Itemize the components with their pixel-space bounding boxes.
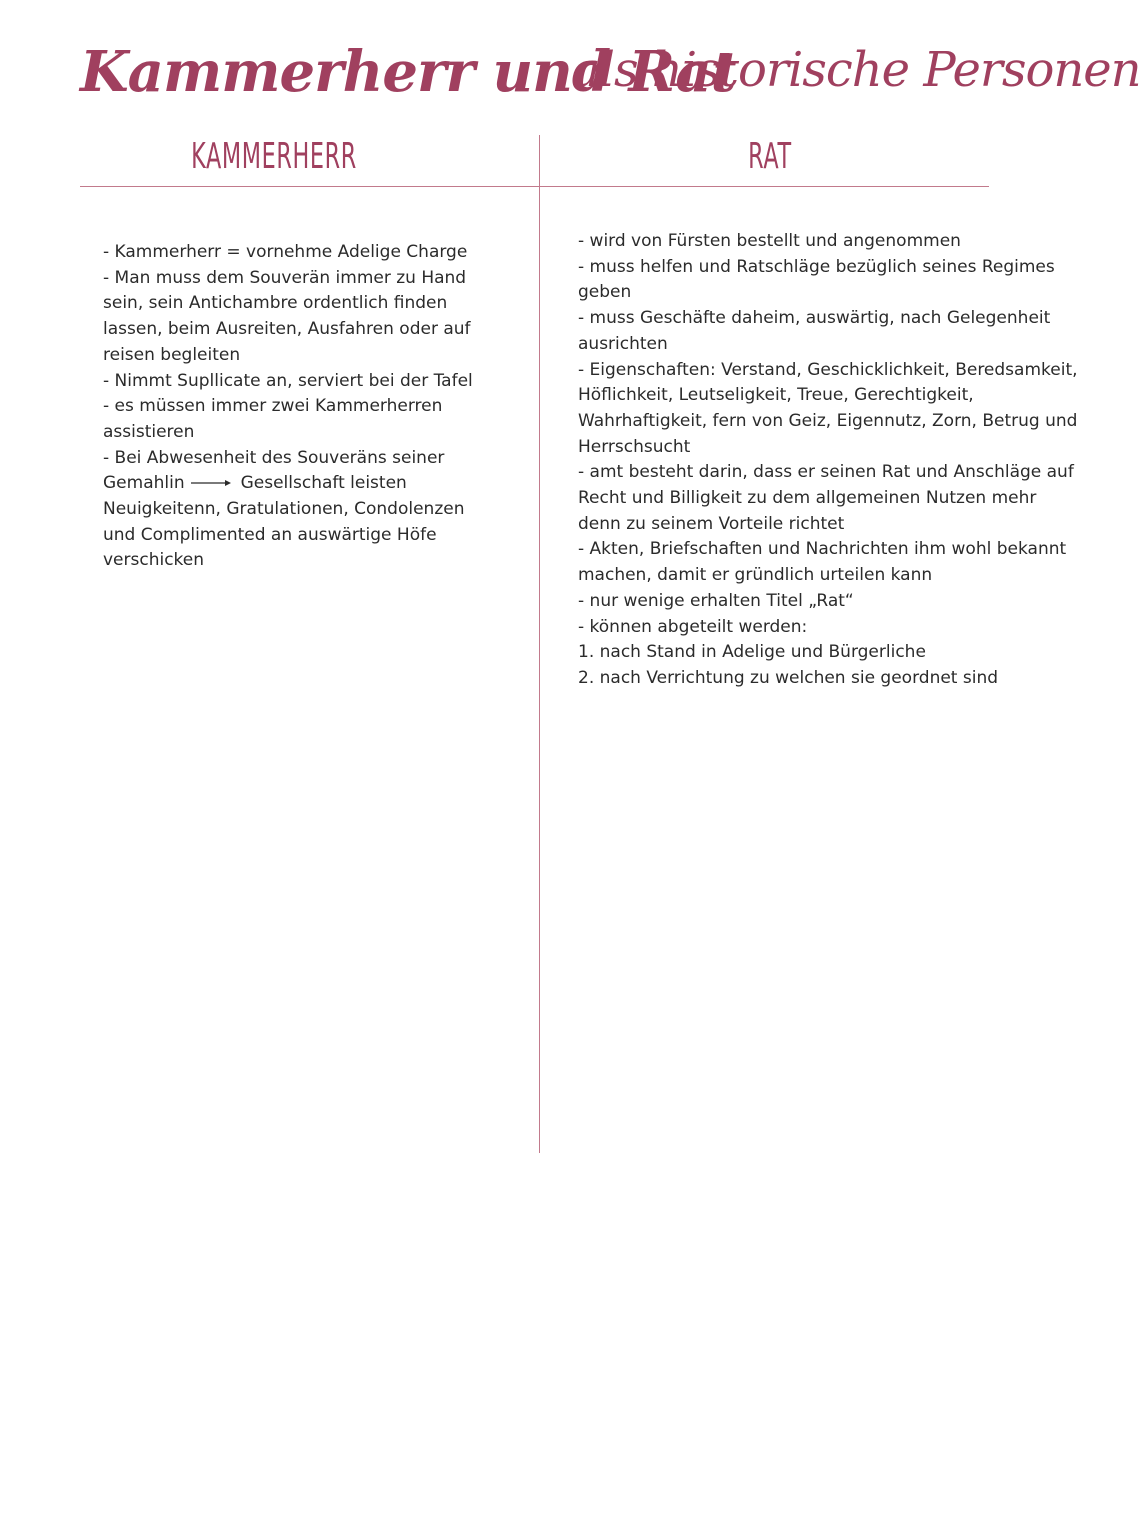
- note-line: assistieren: [103, 421, 195, 442]
- note-line-with-arrow: [103, 471, 523, 497]
- note-line: - können abgeteilt werden:: [578, 616, 808, 637]
- note-line: 2. nach Verrichtung zu welchen sie geordnet sind: [578, 667, 999, 688]
- note-line: Wahrhaftigkeit, fern von Geiz, Eigennutz, Zorn, Betrug und: [578, 410, 1078, 431]
- note-line: - Akten, Briefschaften und Nachrichten ihm wohl bekannt: [578, 539, 1067, 560]
- note-line: Neuigkeitenn, Gratulationen, Condolenzen: [103, 499, 465, 520]
- note-line: verschicken: [103, 550, 205, 571]
- page-title: Kammerherr und Rat: [80, 39, 736, 105]
- rat-notes: [578, 229, 1078, 692]
- note-line: - nur wenige erhalten Titel „Rat“: [578, 590, 854, 611]
- note-line: - wird von Fürsten bestellt und angenommen: [578, 231, 961, 251]
- kammerherr-notes: [103, 240, 523, 574]
- note-line: - Eigenschaften: Verstand, Geschicklichkeit, Beredsamkeit,: [578, 359, 1078, 380]
- page-subtitle: als historische Personen: [572, 42, 1141, 98]
- note-line: reisen begleiten: [103, 344, 241, 365]
- note-line: lassen, beim Ausreiten, Ausfahren oder auf: [103, 319, 471, 340]
- arrow-line-before: Gemahlin: [103, 473, 185, 494]
- note-line: ausrichten: [578, 333, 668, 354]
- note-line: geben: [578, 282, 632, 303]
- note-line: - Man muss dem Souverän immer zu Hand: [103, 267, 467, 288]
- right-arrow-icon: [191, 478, 231, 488]
- column-heading-kammerherr: KAMMERHERR: [191, 136, 357, 177]
- note-line: Höflichkeit, Leutseligkeit, Treue, Gerechtigkeit,: [578, 385, 974, 406]
- note-line: machen, damit er gründlich urteilen kann: [578, 565, 933, 586]
- note-line: 1. nach Stand in Adelige und Bürgerliche: [578, 642, 926, 663]
- arrow-line-after: Gesellschaft leisten: [240, 473, 407, 494]
- note-line: - Bei Abwesenheit des Souveräns seiner: [103, 447, 445, 468]
- note-line: Herrschsucht: [578, 436, 691, 457]
- note-line: - es müssen immer zwei Kammerherren: [103, 396, 443, 417]
- column-heading-rat: RAT: [748, 136, 792, 177]
- note-line: - muss Geschäfte daheim, auswärtig, nach Gelegenheit: [578, 308, 1051, 329]
- note-line: und Complimented an auswärtige Höfe: [103, 524, 437, 545]
- note-line: Recht und Billigkeit zu dem allgemeinen Nutzen mehr: [578, 488, 1037, 509]
- note-line: - Nimmt Supllicate an, serviert bei der Tafel: [103, 370, 473, 391]
- note-line: denn zu seinem Vorteile richtet: [578, 513, 845, 534]
- table-horizontal-rule: [80, 186, 989, 187]
- table-vertical-rule: [539, 135, 540, 1153]
- note-line: sein, sein Antichambre ordentlich finden: [103, 293, 448, 314]
- note-line: - muss helfen und Ratschläge bezüglich seines Regimes: [578, 256, 1055, 277]
- note-line: - amt besteht darin, dass er seinen Rat und Anschläge auf: [578, 462, 1074, 483]
- note-line: - Kammerherr = vornehme Adelige Charge: [103, 242, 468, 262]
